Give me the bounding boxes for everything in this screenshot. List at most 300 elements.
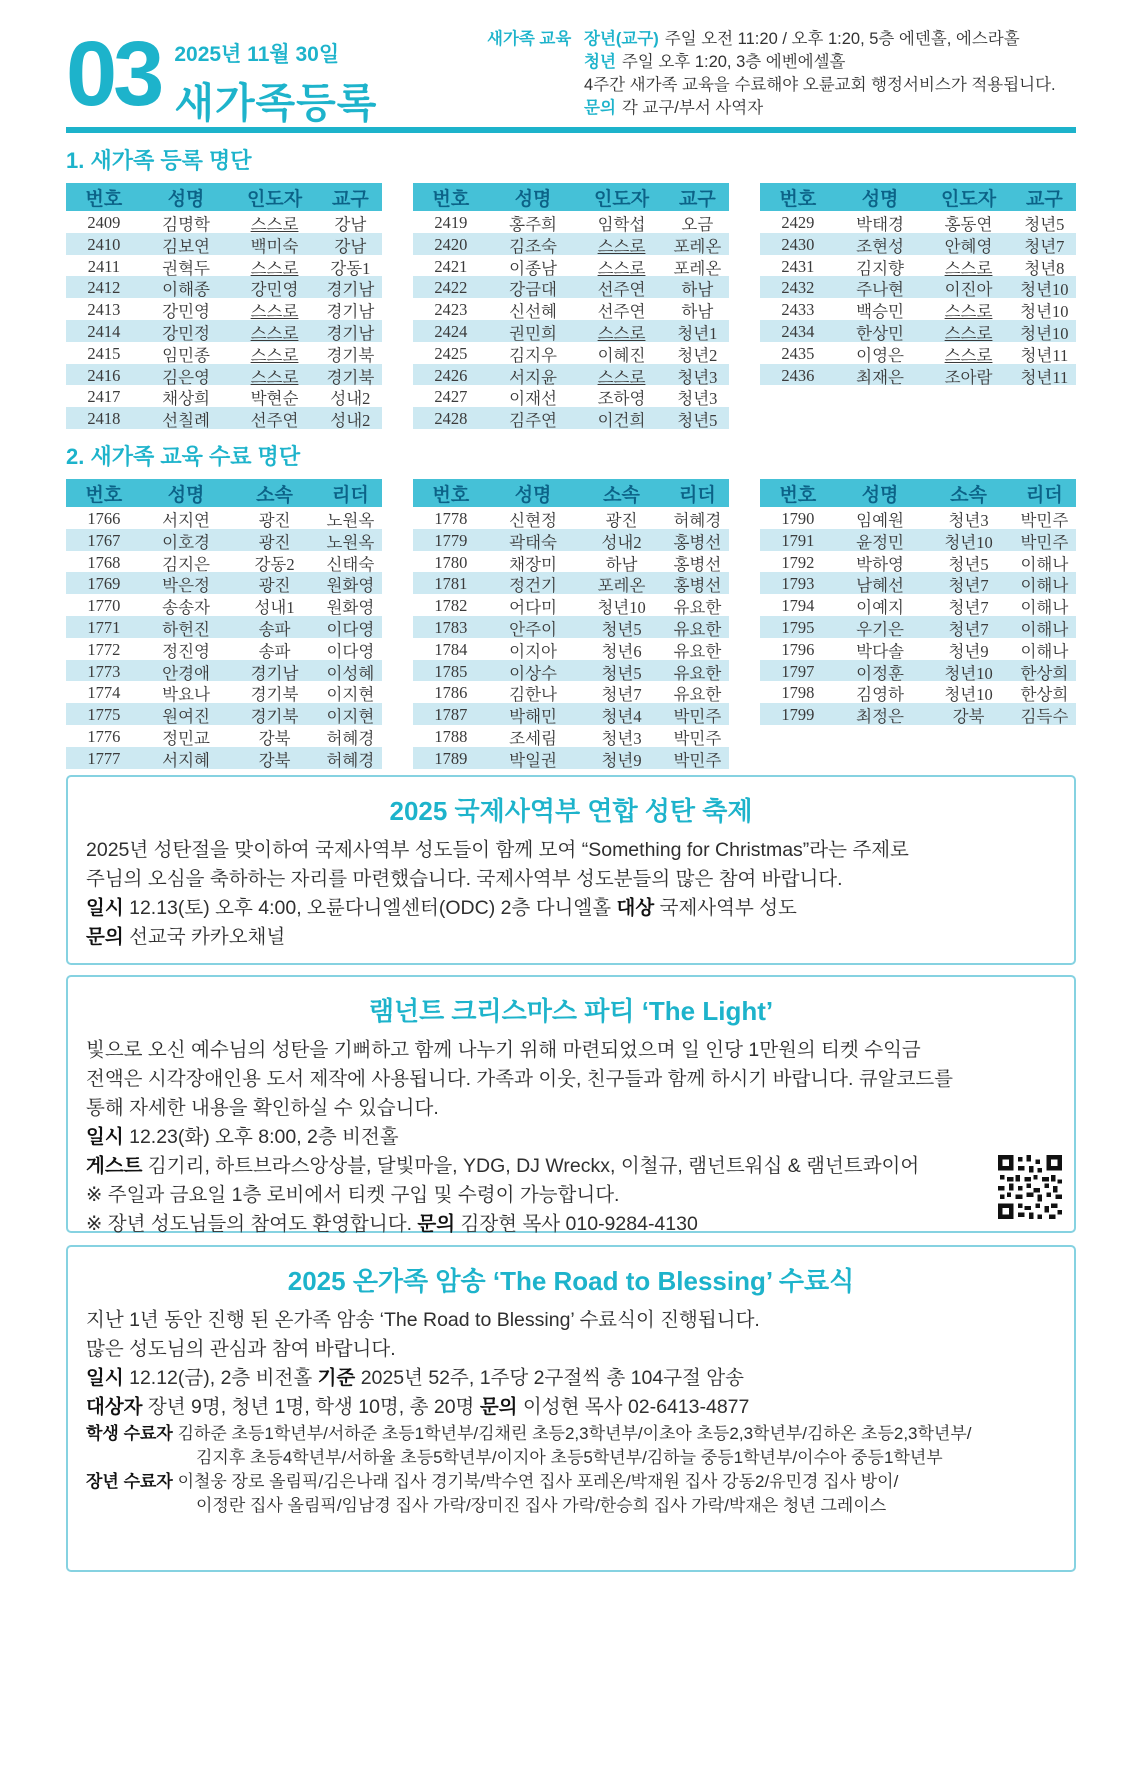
table-row — [66, 385, 382, 407]
table-cell: 송파 — [258, 641, 291, 661]
table-row — [760, 320, 1076, 342]
table-cell: 청년10 — [597, 598, 646, 618]
section-title-completion: 2. 새가족 교육 수료 명단 — [66, 444, 301, 469]
table-cell: 2433 — [781, 300, 815, 320]
roster-table — [66, 479, 382, 769]
notice-text: 전액은 시각장애인용 도서 제작에 사용됩니다. 가족과 이웃, 친구들과 함께 하시기 바랍니다. 큐알코드를 — [86, 1068, 954, 1090]
table-cell: 이다영 — [326, 641, 375, 661]
table-cell: 청년5 — [1024, 215, 1065, 234]
column-header: 인도자 — [941, 188, 997, 210]
table-cell: 2410 — [87, 234, 121, 254]
table-cell: 박민주 — [673, 750, 722, 770]
table-cell: 유요한 — [673, 685, 722, 705]
notice-title: 램넌트 크리스마스 파티 ‘The Light’ — [368, 996, 774, 1026]
table-cell: 홍주희 — [509, 215, 557, 234]
table-cell: 이다영 — [326, 619, 375, 639]
notice-inline-label: 문의 — [417, 1213, 456, 1235]
table-cell: 김지은 — [162, 554, 210, 574]
table-row — [66, 660, 382, 682]
notice-text-line — [86, 923, 1056, 952]
table-cell: 선주연 — [250, 411, 299, 431]
table-row — [413, 255, 729, 277]
notice-text-line — [86, 1210, 1056, 1239]
table-cell: 청년10 — [944, 685, 993, 705]
table-cell: 2412 — [87, 278, 121, 298]
notice-text: 김기리, 하트브라스앙상블, 달빛마을, YDG, DJ Wreckx, 이철규, 램넌트워십 & 램넌트콰이어 — [142, 1155, 920, 1177]
table-row — [413, 342, 729, 364]
table-cell: 강북 — [258, 728, 291, 748]
table-cell: 이해종 — [162, 280, 210, 300]
table-cell: 강북 — [952, 707, 985, 727]
table-cell: 김영하 — [856, 685, 904, 705]
education-info-line — [584, 97, 1077, 120]
edu-line-label: 문의 — [584, 99, 616, 117]
table-cell: 조현성 — [856, 236, 904, 256]
table-row — [66, 747, 382, 769]
education-info-lines — [584, 28, 1077, 120]
table-cell: 이해나 — [1020, 619, 1069, 639]
notice-text-line — [86, 1036, 1056, 1065]
notice-text-line — [86, 1123, 1056, 1152]
table-cell: 성내2 — [330, 411, 371, 431]
table-cell: 경기남 — [326, 280, 375, 300]
table-row — [760, 342, 1076, 364]
table-cell: 한상희 — [1020, 685, 1069, 705]
table-row — [413, 681, 729, 703]
table-cell: 광진 — [258, 576, 291, 596]
table-cell: 청년10 — [944, 663, 993, 683]
table-cell: 강남 — [334, 236, 367, 256]
table-header-row — [760, 183, 1076, 211]
table-cell: 이진아 — [944, 280, 993, 300]
table-cell: 청년1 — [677, 323, 718, 343]
table-cell: 1772 — [87, 639, 121, 659]
table-cell: 스스로 — [250, 302, 299, 322]
table-cell: 이해나 — [1020, 554, 1069, 574]
table-cell: 홍병선 — [673, 576, 722, 596]
table-cell: 청년5 — [677, 411, 718, 431]
table-cell: 경기남 — [326, 323, 375, 343]
notice-text: 장년 9명, 청년 1명, 학생 10명, 총 20명 — [142, 1396, 480, 1418]
table-cell: 2429 — [781, 213, 815, 232]
table-cell: 이예지 — [856, 598, 904, 618]
table-row — [760, 255, 1076, 277]
table-row — [760, 594, 1076, 616]
table-cell: 2432 — [781, 278, 815, 298]
table-row — [760, 298, 1076, 320]
table-cell: 경기북 — [326, 367, 375, 387]
table-cell: 성내2 — [330, 389, 371, 409]
notice-text: 12.13(토) 오후 4:00, 오륜다니엘센터(ODC) 2층 다니엘홀 — [123, 897, 617, 919]
table-cell: 곽태숙 — [509, 532, 557, 552]
table-row — [66, 529, 382, 551]
notice-text-line — [86, 836, 1056, 865]
table-cell: 1770 — [87, 596, 121, 616]
table-cell: 강민영 — [162, 302, 210, 322]
table-row — [413, 211, 729, 233]
notice-text-line — [86, 865, 1056, 894]
notice-text: 지난 1년 동안 진행 된 온가족 암송 ‘The Road to Blessing’ 수료식이 진행됩니다. — [86, 1309, 760, 1331]
table-cell: 정민교 — [162, 728, 210, 748]
table-cell: 스스로 — [250, 215, 299, 234]
table-cell: 스스로 — [597, 323, 646, 343]
table-cell: 1795 — [781, 617, 815, 637]
table-cell: 이정훈 — [856, 663, 904, 683]
table-cell: 이해나 — [1020, 641, 1069, 661]
notice-inline-label: 대상 — [616, 897, 655, 919]
column-header: 인도자 — [594, 188, 650, 210]
table-cell: 박하영 — [856, 554, 904, 574]
table-row — [760, 529, 1076, 551]
table-cell: 김명학 — [162, 215, 210, 234]
table-cell: 청년7 — [948, 598, 989, 618]
table-header-row — [760, 479, 1076, 507]
table-cell: 이혜진 — [597, 345, 646, 365]
education-info-line — [584, 74, 1077, 97]
table-cell: 하남 — [681, 302, 714, 322]
table-cell: 2430 — [781, 234, 815, 254]
notice-text: 선교국 카카오채널 — [123, 926, 286, 948]
table-cell: 스스로 — [597, 258, 646, 278]
table-cell: 청년10 — [944, 532, 993, 552]
table-row — [760, 211, 1076, 233]
table-row — [760, 233, 1076, 255]
table-cell: 신선혜 — [509, 302, 557, 322]
table-cell: 2434 — [781, 321, 815, 341]
table-cell: 1773 — [87, 661, 121, 681]
column-header: 번호 — [85, 188, 123, 210]
table-cell: 이지현 — [326, 685, 375, 705]
table-cell: 원여진 — [162, 707, 210, 727]
table-cell: 이해나 — [1020, 576, 1069, 596]
table-cell: 청년2 — [677, 345, 718, 365]
table-cell: 선주연 — [597, 302, 646, 322]
table-cell: 채상희 — [162, 389, 210, 409]
table-cell: 김득수 — [1020, 707, 1069, 727]
notice-inline-label: 문의 — [479, 1396, 518, 1418]
table-cell: 최정은 — [856, 707, 904, 727]
edu-line-text: 주일 오전 11:20 / 오후 1:20, 5층 에덴홀, 에스라홀 — [664, 30, 1020, 48]
table-cell: 스스로 — [250, 367, 299, 387]
table-cell: 1776 — [87, 726, 121, 746]
table-cell: 2421 — [434, 256, 468, 276]
notice-inline-label: 일시 — [86, 1367, 124, 1389]
table-row — [413, 529, 729, 551]
table-cell: 이성혜 — [326, 663, 375, 683]
table-cell: 2424 — [434, 321, 468, 341]
table-row — [66, 681, 382, 703]
column-header: 번호 — [779, 484, 817, 506]
notice-text: 이정란 집사 올림픽/임남경 집사 가락/장미진 집사 가락/한승희 집사 가락/박재은 청년 그레이스 — [196, 1496, 887, 1515]
notice-text: 국제사역부 성도 — [654, 897, 797, 919]
table-cell: 청년3 — [948, 511, 989, 530]
notice-box-christmas-festival — [66, 775, 1076, 965]
table-cell: 이해나 — [1020, 598, 1069, 618]
table-cell: 2413 — [87, 300, 121, 320]
table-cell: 청년10 — [1020, 302, 1069, 322]
table-row — [66, 233, 382, 255]
table-cell: 한상희 — [1020, 663, 1069, 683]
table-cell: 윤정민 — [856, 532, 904, 552]
table-cell: 1777 — [87, 748, 121, 768]
notice-text: 12.23(화) 오후 8:00, 2층 비전홀 — [123, 1126, 399, 1148]
notice-text-line — [86, 1494, 1056, 1518]
table-cell: 유요한 — [673, 598, 722, 618]
table-cell: 박민주 — [673, 707, 722, 727]
table-cell: 광진 — [605, 511, 638, 530]
table-cell: 2411 — [87, 256, 121, 276]
table-cell: 청년3 — [601, 728, 642, 748]
table-cell: 2416 — [87, 365, 121, 385]
edu-line-text: 주일 오후 1:20, 3층 에벤에셀홀 — [621, 53, 846, 71]
table-cell: 1790 — [781, 509, 815, 528]
table-row — [760, 681, 1076, 703]
table-cell: 2409 — [87, 213, 121, 232]
column-header: 성명 — [514, 484, 552, 506]
notice-text: 김장현 목사 010-9284-4130 — [455, 1213, 698, 1235]
table-cell: 스스로 — [944, 345, 993, 365]
table-row — [66, 572, 382, 594]
table-cell: 1768 — [87, 552, 121, 572]
table-cell: 1775 — [87, 705, 121, 725]
table-cell: 권혁두 — [162, 258, 210, 278]
table-cell: 스스로 — [597, 236, 646, 256]
table-cell: 주나현 — [856, 280, 904, 300]
table-cell: 박민주 — [1020, 511, 1069, 530]
table-cell: 안경애 — [162, 663, 210, 683]
notice-text: 김지후 초등4학년부/서하율 초등5학년부/이지아 초등5학년부/김하늘 중등1학년부/이수아 중등1학년부 — [196, 1448, 943, 1467]
roster-table — [413, 479, 729, 769]
registration-tables — [66, 183, 1076, 429]
edu-line-label: 장년(교구) — [584, 30, 659, 48]
column-header: 교구 — [332, 188, 369, 210]
table-cell: 하남 — [681, 280, 714, 300]
notice-text: 2025년 성탄절을 맞이하여 국제사역부 성도들이 함께 모여 “Something for Christmas”라는 주제로 — [86, 839, 909, 861]
table-cell: 1786 — [434, 683, 468, 703]
table-cell: 허혜경 — [326, 728, 375, 748]
table-cell: 홍병선 — [673, 554, 722, 574]
table-cell: 청년10 — [1020, 280, 1069, 300]
table-cell: 1793 — [781, 574, 815, 594]
table-cell: 1784 — [434, 639, 468, 659]
table-cell: 2428 — [434, 409, 468, 429]
notice-text-line — [86, 1470, 1056, 1494]
notice-box-remnant-party — [66, 975, 1076, 1233]
column-header: 성명 — [861, 484, 899, 506]
column-header: 성명 — [861, 188, 899, 210]
table-cell: 정건기 — [509, 576, 557, 596]
table-cell: 송파 — [258, 619, 291, 639]
table-cell: 박은정 — [162, 576, 210, 596]
table-cell: 1798 — [781, 683, 815, 703]
table-cell: 1766 — [87, 509, 121, 528]
notice-text-line — [86, 894, 1056, 923]
table-cell: 이재선 — [509, 389, 557, 409]
table-row — [760, 364, 1076, 386]
column-header: 번호 — [779, 188, 817, 210]
table-row — [413, 747, 729, 769]
table-cell: 1783 — [434, 617, 468, 637]
notice-inline-label: 대상자 — [86, 1396, 143, 1418]
table-row — [66, 638, 382, 660]
column-header: 소속 — [256, 484, 293, 506]
table-row — [413, 616, 729, 638]
edu-line-label: 청년 — [584, 53, 616, 71]
table-row — [413, 320, 729, 342]
table-row — [66, 616, 382, 638]
table-cell: 하남 — [605, 554, 638, 574]
table-cell: 청년9 — [948, 641, 989, 661]
table-cell: 박요나 — [162, 685, 210, 705]
table-cell: 임예원 — [856, 511, 904, 530]
table-cell: 이상수 — [509, 663, 557, 683]
table-cell: 최재은 — [856, 367, 904, 387]
table-cell: 2417 — [87, 387, 121, 407]
table-cell: 청년5 — [601, 663, 642, 683]
table-cell: 안혜영 — [944, 236, 993, 256]
table-cell: 2415 — [87, 343, 121, 363]
table-cell: 포레온 — [673, 236, 722, 256]
table-cell: 서지혜 — [162, 750, 210, 770]
table-cell: 청년3 — [677, 367, 718, 387]
column-header: 리더 — [1026, 484, 1063, 506]
table-cell: 홍동연 — [944, 215, 993, 234]
table-cell: 1769 — [87, 574, 121, 594]
table-cell: 선주연 — [597, 280, 646, 300]
table-row — [413, 276, 729, 298]
table-cell: 이지현 — [326, 707, 375, 727]
table-cell: 노원옥 — [326, 532, 375, 552]
notice-text-line — [86, 1364, 1056, 1393]
table-cell: 2425 — [434, 343, 468, 363]
table-cell: 2418 — [87, 409, 121, 429]
table-cell: 김조숙 — [509, 236, 557, 256]
table-cell: 박현순 — [250, 389, 299, 409]
table-header-row — [413, 479, 729, 507]
table-cell: 경기남 — [326, 302, 375, 322]
table-cell: 이호경 — [162, 532, 210, 552]
notice-text-line — [86, 1306, 1056, 1335]
table-row — [413, 551, 729, 573]
table-row — [66, 320, 382, 342]
table-cell: 스스로 — [944, 323, 993, 343]
table-cell: 강민정 — [162, 323, 210, 343]
table-cell: 1767 — [87, 530, 121, 550]
notice-text-line — [86, 1094, 1056, 1123]
table-header-row — [66, 183, 382, 211]
notice-body — [86, 1306, 1056, 1518]
table-cell: 김지우 — [509, 345, 557, 365]
notice-inline-label: 일시 — [86, 897, 124, 919]
table-row — [413, 572, 729, 594]
table-row — [66, 342, 382, 364]
edu-line-text: 4주간 새가족 교육을 수료해야 오륜교회 행정서비스가 적용됩니다. — [584, 76, 1056, 94]
education-info-label: 새가족 교육 — [487, 30, 572, 48]
notice-inline-label: 기준 — [317, 1367, 356, 1389]
table-cell: 박해민 — [509, 707, 557, 727]
table-cell: 청년7 — [601, 685, 642, 705]
table-cell: 스스로 — [250, 345, 299, 365]
column-header: 성명 — [167, 484, 205, 506]
notice-inline-label: 장년 수료자 — [86, 1472, 173, 1491]
table-cell: 유요한 — [673, 641, 722, 661]
table-cell: 허혜경 — [673, 511, 722, 530]
table-cell: 스스로 — [250, 323, 299, 343]
table-cell: 청년4 — [601, 707, 642, 727]
table-cell: 1774 — [87, 683, 121, 703]
column-header: 성명 — [167, 188, 205, 210]
table-cell: 송송자 — [162, 598, 210, 618]
notice-text: 빛으로 오신 예수님의 성탄을 기뻐하고 함께 나누기 위해 마련되었으며 일 인당 1만원의 티켓 수익금 — [86, 1039, 921, 1061]
table-cell: 2436 — [781, 365, 815, 385]
notice-text-line — [86, 1065, 1056, 1094]
table-cell: 1789 — [434, 748, 468, 768]
notice-text-line — [86, 1181, 1056, 1210]
column-header: 인도자 — [247, 188, 303, 210]
table-cell: 강동2 — [254, 554, 295, 574]
table-cell: 강금대 — [509, 280, 557, 300]
table-cell: 1781 — [434, 574, 468, 594]
table-cell: 채장미 — [509, 554, 557, 574]
table-cell: 안주이 — [509, 619, 557, 639]
notice-inline-label: 문의 — [86, 926, 124, 948]
table-cell: 경기북 — [326, 345, 375, 365]
education-info — [487, 28, 1077, 120]
table-cell: 남혜선 — [856, 576, 904, 596]
page-date: 2025년 11월 30일 — [174, 43, 340, 66]
table-cell: 2420 — [434, 234, 468, 254]
table-cell: 1788 — [434, 726, 468, 746]
table-cell: 경기남 — [250, 663, 299, 683]
column-header: 리더 — [679, 484, 716, 506]
table-cell: 한상민 — [856, 323, 904, 343]
notice-text-line — [86, 1335, 1056, 1364]
table-cell: 서지윤 — [509, 367, 557, 387]
notice-title: 2025 온가족 암송 ‘The Road to Blessing’ 수료식 — [287, 1266, 855, 1296]
table-row — [413, 233, 729, 255]
table-row — [66, 703, 382, 725]
notice-title: 2025 국제사역부 연합 성탄 축제 — [389, 796, 753, 826]
table-row — [66, 298, 382, 320]
notice-text-line — [86, 1446, 1056, 1470]
table-cell: 어다미 — [509, 598, 557, 618]
table-cell: 청년5 — [601, 619, 642, 639]
table-row — [66, 276, 382, 298]
table-row — [760, 572, 1076, 594]
page-title: 새가족등록 — [174, 80, 378, 126]
table-cell: 1780 — [434, 552, 468, 572]
page-number: 03 — [66, 23, 161, 125]
table-cell: 2431 — [781, 256, 815, 276]
table-row — [66, 255, 382, 277]
table-row — [760, 551, 1076, 573]
notice-body — [86, 1036, 1056, 1239]
column-header: 교구 — [679, 188, 716, 210]
table-cell: 포레온 — [597, 576, 646, 596]
table-cell: 정진영 — [162, 641, 210, 661]
table-cell: 성내1 — [254, 598, 295, 618]
roster-table — [760, 479, 1076, 769]
table-cell: 1782 — [434, 596, 468, 616]
notice-inline-label: 게스트 — [86, 1155, 143, 1177]
table-row — [760, 638, 1076, 660]
table-cell: 신태숙 — [326, 554, 375, 574]
table-cell: 청년7 — [948, 619, 989, 639]
table-cell: 하헌진 — [162, 619, 210, 639]
notice-body — [86, 836, 1056, 952]
table-cell: 오금 — [681, 215, 714, 234]
table-header-row — [66, 479, 382, 507]
